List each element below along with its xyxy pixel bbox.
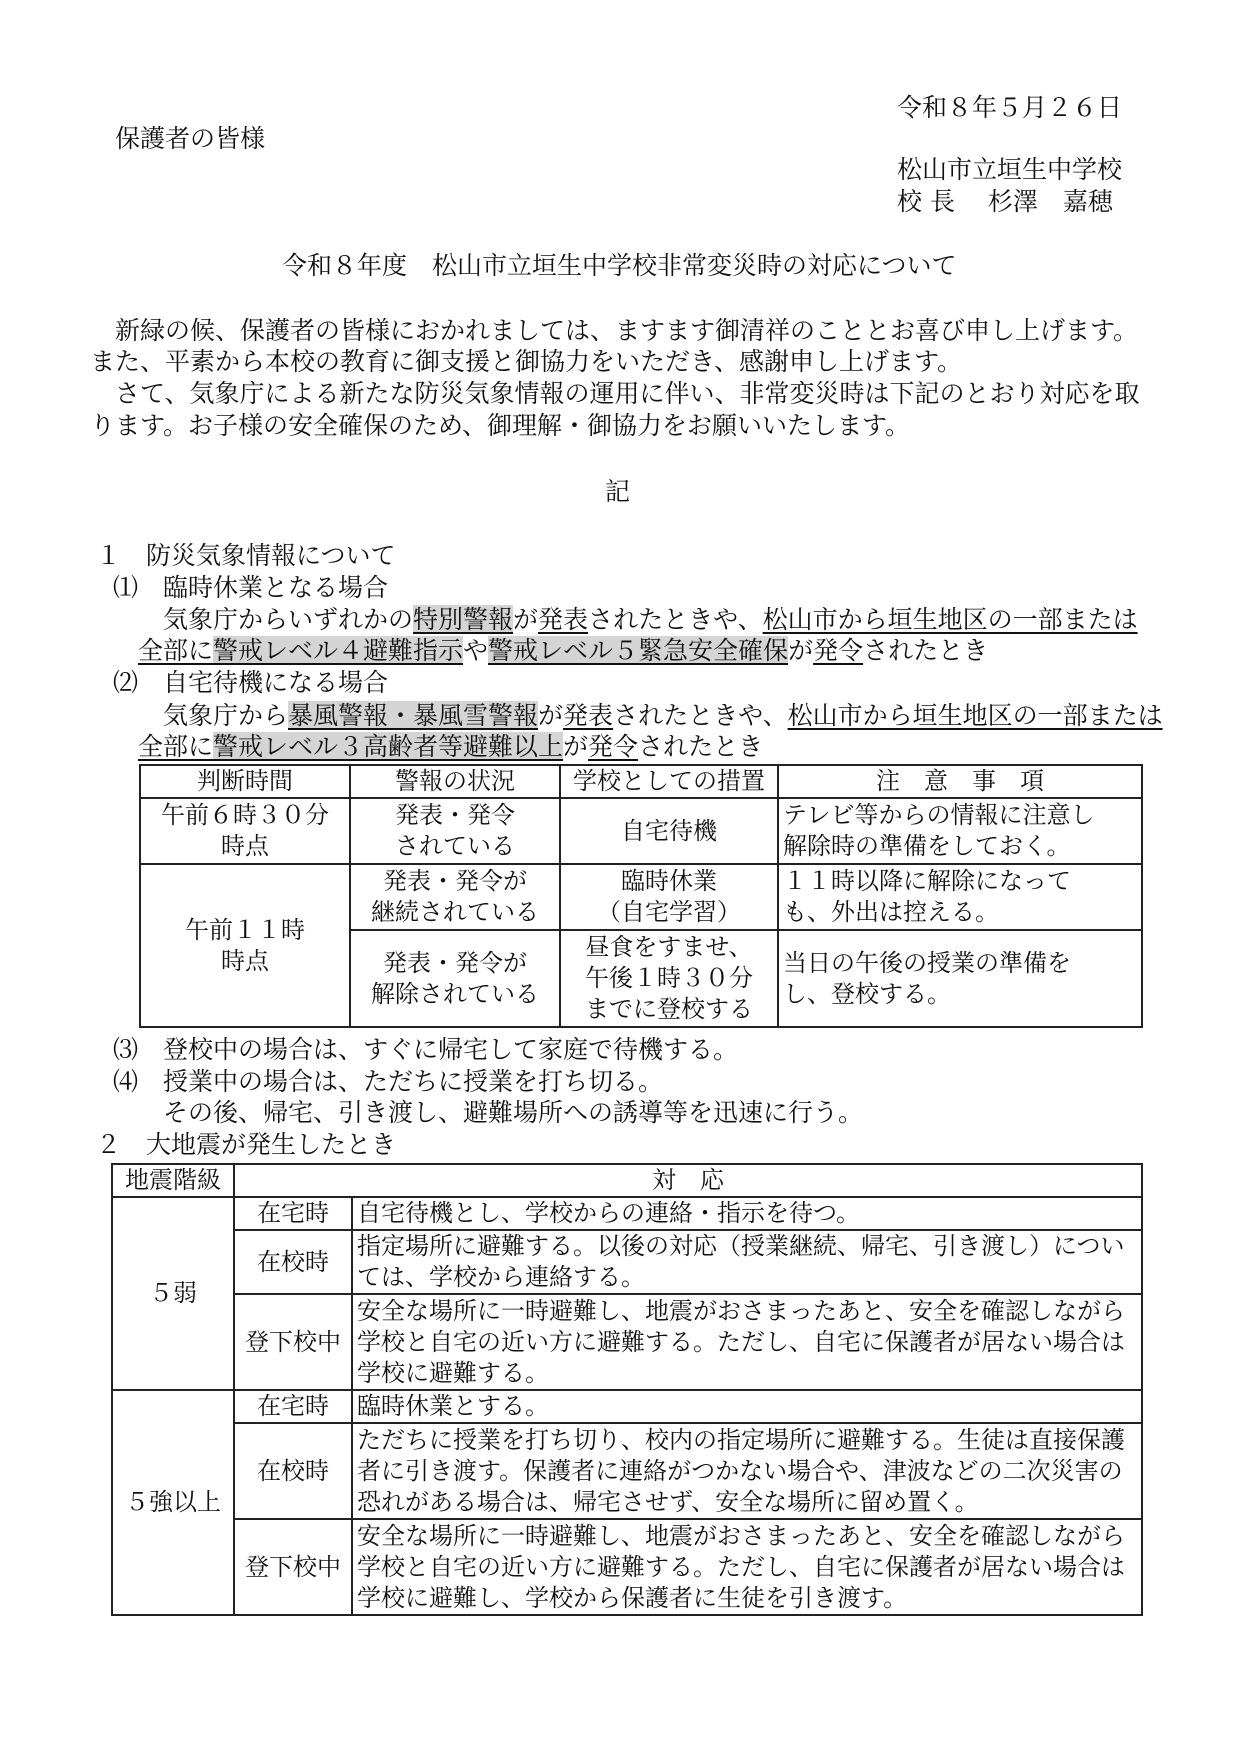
item-2-text-line-2: 全部に警戒レベル３高齢者等避難以上が発令されたとき [138, 732, 764, 761]
school-name: 松山市立垣生中学校 [897, 155, 1123, 184]
note-cell: １１時以降に解除になって も、外出は控える。 [778, 864, 1142, 930]
response-cell: 指定場所に避難する。以後の対応（授業継続、帰宅、引き渡し）につい ては、学校から連絡する。 [352, 1230, 1142, 1294]
table-header-row [140, 765, 1142, 798]
table-row [140, 798, 1142, 864]
table-row [112, 1294, 1142, 1390]
response-cell: ただちに授業を打ち切り、校内の指定場所に避難する。生徒は直接保護 者に引き渡す。保護者に連絡がつかない場合や、津波などの二次災害の 恐れがある場合は、帰宅させず、安全な場所に留め置く。 [352, 1423, 1142, 1519]
situation-cell: 在宅時 [234, 1390, 352, 1423]
header-warning-status: 警報の状況 [350, 765, 560, 798]
table-row [140, 864, 1142, 930]
header-seismic-level: 地震階級 [112, 1164, 234, 1197]
intro-line-1: 新緑の候、保護者の皆様におかれましては、ますます御清祥のこととお喜び申し上げます。 [115, 316, 1139, 345]
time-cell: 午前１１時 時点 [140, 864, 350, 1027]
header-response: 対 応 [234, 1164, 1142, 1197]
situation-cell: 登下校中 [234, 1519, 352, 1615]
note-cell: 当日の午後の授業の準備を し、登校する。 [778, 930, 1142, 1027]
response-cell: 臨時休業とする。 [352, 1390, 1142, 1423]
section-2-heading: ２ 大地震が発生したとき [96, 1130, 397, 1159]
note-cell: テレビ等からの情報に注意し 解除時の準備をしておく。 [778, 798, 1142, 864]
table-header-row [112, 1164, 1142, 1197]
action-cell: 自宅待機 [560, 798, 778, 864]
header-school-action: 学校としての措置 [560, 765, 778, 798]
document-title: 令和８年度 松山市立垣生中学校非常変災時の対応について [282, 251, 957, 280]
item-4-line-2: その後、帰宅、引き渡し、避難場所への誘導等を迅速に行う。 [163, 1098, 864, 1127]
section-1-heading: １ 防災気象情報について [96, 541, 396, 570]
earthquake-response-table [111, 1163, 1143, 1616]
intro-line-2: また、平素から本校の教育に御支援と御協力をいただき、感謝申し上げます。 [90, 347, 963, 376]
document-date: 令和８年５月２６日 [897, 93, 1123, 122]
action-cell: 昼食をすませ、 午後１時３０分 までに登校する [560, 930, 778, 1027]
situation-cell: 在校時 [234, 1230, 352, 1294]
item-2-text-line-1: 気象庁から暴風警報・暴風雪警報が発表されたときや、松山市から垣生地区の一部または [163, 701, 1163, 730]
item-3: ⑶ 登校中の場合は、すぐに帰宅して家庭で待機する。 [113, 1035, 739, 1064]
item-4-line-1: ⑷ 授業中の場合は、ただちに授業を打ち切る。 [113, 1067, 664, 1096]
table-row [112, 1423, 1142, 1519]
table-row [112, 1230, 1142, 1294]
item-2-label: ⑵ 自宅待機になる場合 [113, 668, 389, 697]
header-notes: 注 意 事 項 [778, 765, 1142, 798]
table-row [112, 1390, 1142, 1423]
situation-cell: 在宅時 [234, 1197, 352, 1230]
principal-name: 校 長 杉澤 嘉穂 [897, 187, 1113, 216]
action-cell: 臨時休業 （自宅学習） [560, 864, 778, 930]
status-cell: 発表・発令が 継続されている [350, 864, 560, 930]
response-cell: 安全な場所に一時避難し、地震がおさまったあと、安全を確認しながら 学校と自宅の近い方に避難する。ただし、自宅に保護者が居ない場合は 学校に避難し、学校から保護者に生徒を引き渡す。 [352, 1519, 1142, 1615]
intro-line-4: ります。お子様の安全確保のため、御理解・御協力をお願いいたします。 [90, 411, 911, 440]
table-row [112, 1197, 1142, 1230]
response-cell: 安全な場所に一時避難し、地震がおさまったあと、安全を確認しながら 学校と自宅の近い方に避難する。ただし、自宅に保護者が居ない場合は 学校に避難する。 [352, 1294, 1142, 1390]
ki-marker: 記 [605, 477, 631, 506]
status-cell: 発表・発令が 解除されている [350, 930, 560, 1027]
header-judge-time: 判断時間 [140, 765, 350, 798]
table-row [112, 1519, 1142, 1615]
status-cell: 発表・発令 されている [350, 798, 560, 864]
response-cell: 自宅待機とし、学校からの連絡・指示を待つ。 [352, 1197, 1142, 1230]
situation-cell: 登下校中 [234, 1294, 352, 1390]
situation-cell: 在校時 [234, 1423, 352, 1519]
weather-response-table [139, 764, 1143, 1028]
time-cell: 午前６時３０分 時点 [140, 798, 350, 864]
seismic-level-cell: ５弱 [112, 1197, 234, 1390]
recipient: 保護者の皆様 [115, 124, 266, 153]
seismic-level-cell: ５強以上 [112, 1390, 234, 1615]
intro-line-3: さて、気象庁による新たな防災気象情報の運用に伴い、非常変災時は下記のとおり対応を取 [115, 379, 1140, 408]
item-1-label: ⑴ 臨時休業となる場合 [113, 573, 389, 602]
item-1-text-line-1: 気象庁からいずれかの特別警報が発表されたときや、松山市から垣生地区の一部または [163, 605, 1138, 634]
item-1-text-line-2: 全部に警戒レベル４避難指示や警戒レベル５緊急安全確保が発令されたとき [138, 636, 989, 665]
